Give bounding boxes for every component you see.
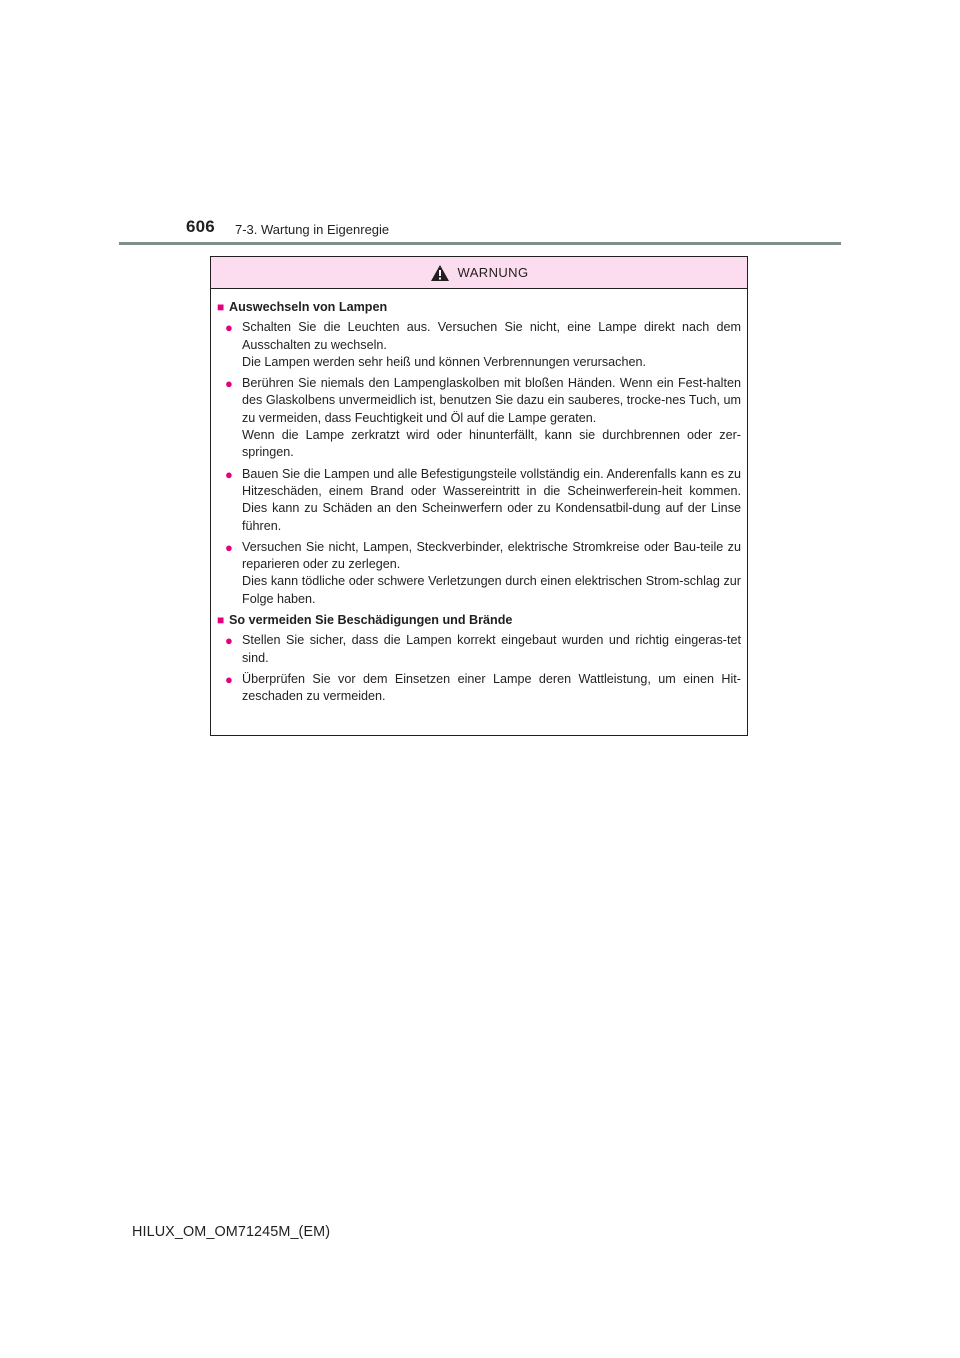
list-item: ● Berühren Sie niemals den Lampenglaskolben mit bloßen Händen. Wenn ein Fest-halten des Glaskolbens unvermeidlich ist, benutzen Sie dazu ein sauberes, trocke-nes Tuch, um zu vermeiden, dass Feuchtigkeit und Öl auf die Lampe geraten. Wenn die Lampe zerkratzt wird oder hinunterfällt, kann sie durchbrennen oder zer-springen. (217, 375, 741, 461)
section-heading: ■ So vermeiden Sie Beschädigungen und Brände (217, 612, 741, 629)
list-item: ● Überprüfen Sie vor dem Einsetzen einer Lampe deren Wattleistung, um einen Hit-zeschaden zu vermeiden. (217, 671, 741, 706)
warning-box (210, 256, 748, 736)
circle-bullet-icon: ● (225, 671, 233, 687)
circle-bullet-icon: ● (225, 376, 233, 392)
list-item: ● Bauen Sie die Lampen und alle Befestigungsteile vollständig ein. Anderenfalls kann es zu Hitzeschäden, einem Brand oder Wassereintritt in die Scheinwerferein-heit kommen. Dies kann zu Schäden an den Scheinwerfern oder zu Kondensatbil-dung auf der Linse führen. (217, 466, 741, 535)
list-item: ● Versuchen Sie nicht, Lampen, Steckverbinder, elektrische Stromkreise oder Bau-teile zu reparieren oder zu zerlegen. Dies kann tödliche oder schwere Verletzungen durch einen elektrischen Strom-schlag zur Folge haben. (217, 539, 741, 608)
warning-body (211, 289, 747, 706)
warning-title: WARNUNG (457, 265, 529, 280)
list-item: ● Schalten Sie die Leuchten aus. Versuchen Sie nicht, eine Lampe direkt nach dem Ausschalten zu wechseln. Die Lampen werden sehr heiß und können Verbrennungen verursachen. (217, 319, 741, 371)
circle-bullet-icon: ● (225, 539, 233, 555)
section-heading: ■ Auswechseln von Lampen (217, 299, 741, 316)
square-bullet-icon: ■ (217, 300, 225, 314)
list-item: ● Stellen Sie sicher, dass die Lampen korrekt eingebaut wurden und richtig eingeras-tet sind. (217, 632, 741, 667)
circle-bullet-icon: ● (225, 320, 233, 336)
document-code: HILUX_OM_OM71245M_(EM) (132, 1224, 331, 1240)
warning-header (211, 257, 747, 289)
section-title: 7-3. Wartung in Eigenregie (235, 222, 390, 237)
circle-bullet-icon: ● (225, 633, 233, 649)
square-bullet-icon: ■ (217, 613, 225, 628)
page-number: 606 (186, 217, 215, 236)
warning-triangle-icon (430, 264, 450, 282)
header-rule (119, 242, 841, 245)
circle-bullet-icon: ● (225, 466, 233, 482)
